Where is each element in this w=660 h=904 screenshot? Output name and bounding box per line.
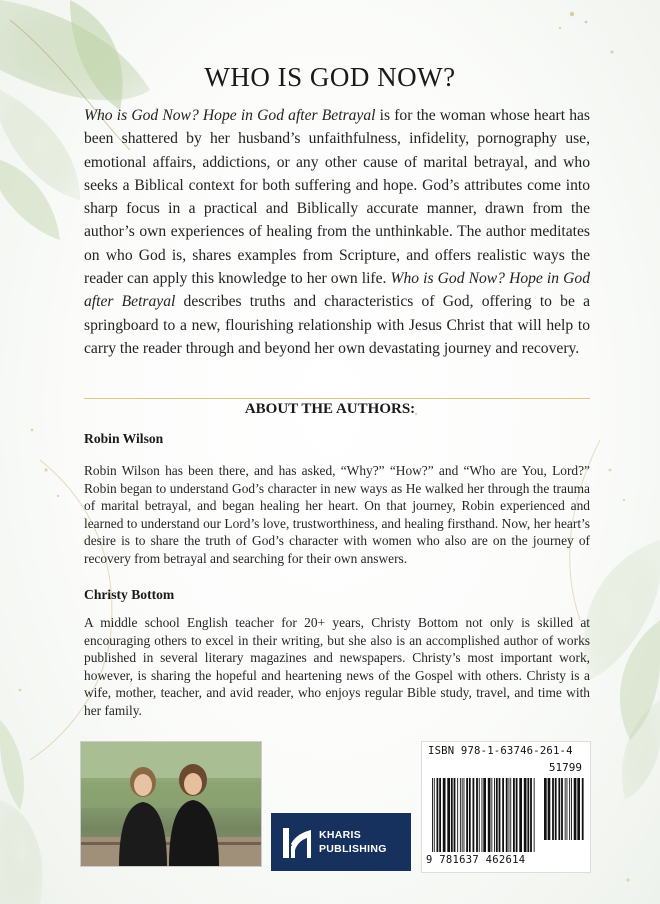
barcode-bar: [552, 778, 554, 840]
book-title-italic-2: Who is God Now? Hope in God after Betrayal: [84, 270, 590, 311]
barcode-bar: [558, 778, 560, 840]
book-title: WHO IS GOD NOW?: [204, 62, 456, 92]
barcode-bar: [496, 778, 498, 852]
barcode-bar: [479, 778, 480, 852]
price-code: 51799: [548, 761, 582, 774]
barcode-bar: [469, 778, 471, 852]
isbn-label: ISBN 978-1-63746-261-4: [428, 745, 573, 757]
barcode-bar: [513, 778, 515, 852]
author-bio-christy: A middle school English teacher for 20+ years, Christy Bottom not only is skilled at encouraging others to excel in their writing, but she also is an accomplished author of works published in several literary magazines and newspapers. Christy’s most important work, however, is sharing the hopeful and heartening news of the Gospel with others. Christy is a wife, mother, teacher, and avid reader, who enjoys regular Bible study, travel, and time with her family.: [84, 615, 590, 718]
barcode-bar: [483, 778, 486, 852]
barcode-bar: [462, 778, 463, 852]
barcode-bar: [502, 778, 504, 852]
barcode-bar: [466, 778, 468, 852]
barcode-bar: [437, 778, 439, 852]
description-text-1: is for the woman whose heart has been shattered by her husband’s unfaithfulness, infidelity, pornography use, emotional affairs, addictions, or any other cause of marital betrayal, and who seeks a Biblical context for both suffering and hope. God’s attributes come into sharp focus in a practical and Biblically accurate manner, drawn from the author’s own experiences of healing from the unthinkable. The author meditates on who God is, shares examples from Scripture, and offers realistic ways the reader can apply this knowledge to her own life.: [84, 107, 590, 288]
publisher-name-line2: PUBLISHING: [319, 843, 387, 855]
barcode-bar: [571, 778, 572, 840]
barcode-main-bars: [432, 778, 536, 852]
barcode-bar: [510, 778, 511, 852]
barcode-bar: [434, 778, 435, 852]
publisher-name: [319, 828, 409, 856]
barcode-bar: [577, 778, 580, 840]
barcode-bar: [447, 778, 450, 852]
barcode-bar: [460, 778, 461, 852]
barcode-bar: [569, 778, 570, 840]
barcode-bar: [506, 778, 508, 852]
barcode-bar: [494, 778, 495, 852]
barcode-bar: [567, 778, 568, 840]
barcode-bar: [565, 778, 566, 840]
barcode-bar: [548, 778, 551, 840]
barcode-bar: [499, 778, 501, 852]
barcode-bar: [574, 778, 577, 840]
publisher-name-line1: KHARIS: [319, 829, 362, 841]
barcode-bar: [509, 778, 510, 852]
barcode-addon-bars: [544, 778, 584, 840]
barcode-bar: [534, 778, 535, 852]
barcode-number: 9 781637 462614: [426, 854, 526, 866]
barcode-bar: [432, 778, 433, 852]
author-name-christy: Christy Bottom: [84, 587, 175, 602]
author-name-robin: Robin Wilson: [84, 431, 164, 446]
barcode-bar: [454, 778, 456, 852]
barcode-bar: [482, 778, 483, 852]
about-authors-heading: ABOUT THE AUTHORS:: [244, 401, 416, 417]
description-text-2: describes truths and characteristics of God, offering to be a springboard to a new, flourishing relationship with Jesus Christ that will help to carry the reader through and beyond her own devastating journey and recovery.: [84, 293, 590, 357]
book-description: [84, 104, 590, 360]
barcode-bar: [561, 778, 563, 840]
publisher-logo: [271, 813, 411, 871]
barcode-bar: [473, 778, 475, 852]
isbn-barcode: [421, 741, 591, 873]
barcode-bar: [439, 778, 441, 852]
book-title-italic: Who is God Now? Hope in God after Betrayal: [84, 107, 376, 124]
publisher-emblem-icon: [281, 824, 315, 860]
barcode-bar: [488, 778, 491, 852]
barcode-bar: [516, 778, 518, 852]
section-divider: [84, 398, 590, 399]
barcode-bar: [476, 778, 478, 852]
authors-photo: [80, 741, 262, 867]
barcode-bar: [464, 778, 465, 852]
barcode-bar: [443, 778, 446, 852]
barcode-bar: [555, 778, 557, 840]
author-bio-robin: Robin Wilson has been there, and has asked, “Why?” “How?” and “Who are You, Lord?” Robin began to understand God’s character in new ways as He walked her through the trauma of marital betrayal, and began healing her heart. On that journey, Robin experienced and learned to understand our Lord’s love, trustworthiness, and healing firsthand. Now, her heart’s desire is to share the truth of God’s character with women who also are on the journey of recovery from betrayal and searching for their own answers.: [84, 463, 590, 566]
authors-photo-illustration: [81, 742, 261, 866]
barcode-bar: [457, 778, 458, 852]
barcode-bar: [582, 778, 584, 840]
barcode-bar: [530, 778, 532, 852]
barcode-bar: [519, 778, 522, 852]
barcode-bar: [491, 778, 492, 852]
barcode-bar: [544, 778, 547, 840]
barcode-bar: [527, 778, 529, 852]
barcode-bar: [524, 778, 527, 852]
barcode-bar: [451, 778, 453, 852]
